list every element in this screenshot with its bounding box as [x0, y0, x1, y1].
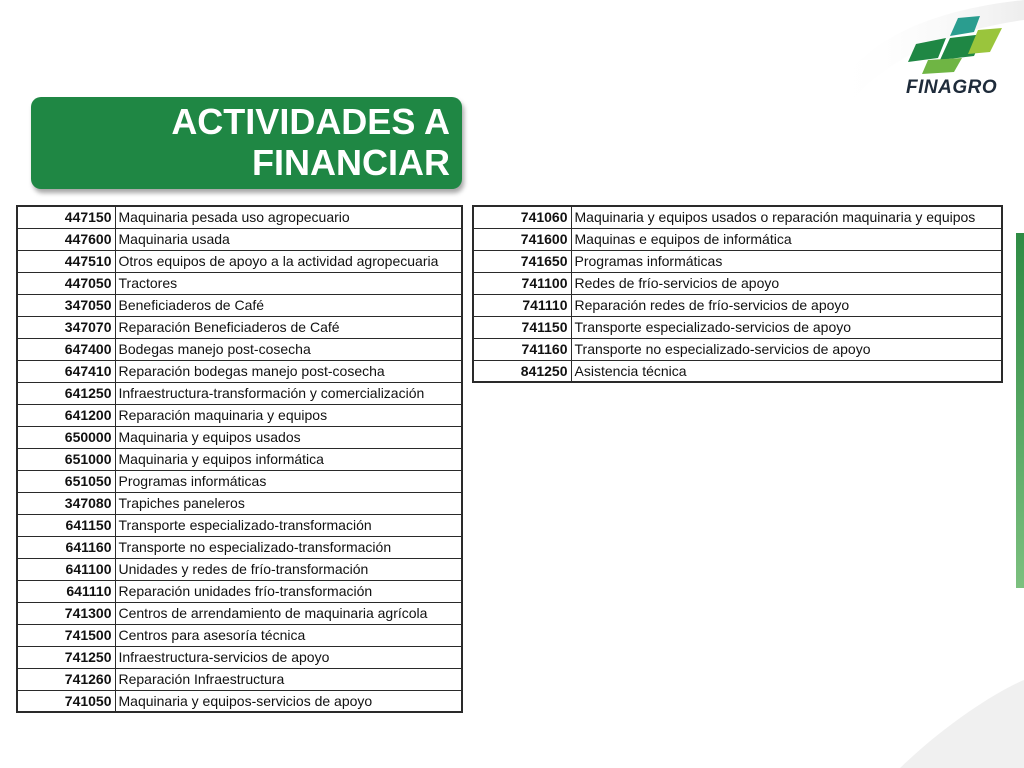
table-row [17, 206, 462, 228]
activity-description: Reparación redes de frío-servicios de apoyo [571, 294, 1002, 316]
table-row [17, 470, 462, 492]
activity-code: 651050 [17, 470, 115, 492]
activity-description: Unidades y redes de frío-transformación [115, 558, 462, 580]
table-row [17, 624, 462, 646]
activity-code: 741060 [473, 206, 571, 228]
activity-code: 741150 [473, 316, 571, 338]
table-row [473, 338, 1002, 360]
table-row [17, 536, 462, 558]
activity-code: 447050 [17, 272, 115, 294]
table-row [17, 646, 462, 668]
activity-description: Transporte no especializado-servicios de apoyo [571, 338, 1002, 360]
table-row [17, 448, 462, 470]
activity-description: Asistencia técnica [571, 360, 1002, 382]
activity-code: 741110 [473, 294, 571, 316]
table-row [473, 250, 1002, 272]
activity-description: Maquinaria pesada uso agropecuario [115, 206, 462, 228]
table-row [17, 382, 462, 404]
activity-description: Maquinas e equipos de informática [571, 228, 1002, 250]
activity-description: Reparación maquinaria y equipos [115, 404, 462, 426]
table-row [473, 272, 1002, 294]
table-row [473, 316, 1002, 338]
activity-code: 741650 [473, 250, 571, 272]
activity-code: 650000 [17, 426, 115, 448]
activity-code: 641110 [17, 580, 115, 602]
table-row [17, 492, 462, 514]
activities-table-left [16, 205, 463, 713]
activity-code: 651000 [17, 448, 115, 470]
table-row [473, 294, 1002, 316]
activity-description: Maquinaria usada [115, 228, 462, 250]
table-row [17, 250, 462, 272]
activity-description: Bodegas manejo post-cosecha [115, 338, 462, 360]
activities-table-right [472, 205, 1003, 383]
activity-description: Infraestructura-servicios de apoyo [115, 646, 462, 668]
table-row [17, 404, 462, 426]
activity-code: 841250 [473, 360, 571, 382]
activity-code: 741050 [17, 690, 115, 712]
table-row [17, 558, 462, 580]
activity-description: Reparación Infraestructura [115, 668, 462, 690]
activity-code: 641250 [17, 382, 115, 404]
title-line-2: FINANCIAR [252, 142, 450, 183]
activity-code: 741250 [17, 646, 115, 668]
table-row [17, 580, 462, 602]
activity-code: 641200 [17, 404, 115, 426]
activity-description: Transporte no especializado-transformación [115, 536, 462, 558]
activity-code: 741600 [473, 228, 571, 250]
activity-description: Infraestructura-transformación y comercialización [115, 382, 462, 404]
title-line-1: ACTIVIDADES A [171, 101, 450, 142]
activity-code: 347070 [17, 316, 115, 338]
table-row [473, 228, 1002, 250]
activity-code: 447150 [17, 206, 115, 228]
activity-description: Tractores [115, 272, 462, 294]
activity-code: 347080 [17, 492, 115, 514]
logo-wordmark: FINAGRO [906, 77, 998, 98]
activity-description: Trapiches paneleros [115, 492, 462, 514]
activity-code: 741300 [17, 602, 115, 624]
activity-description: Reparación Beneficiaderos de Café [115, 316, 462, 338]
activity-code: 647400 [17, 338, 115, 360]
activity-code: 447510 [17, 250, 115, 272]
activity-code: 741260 [17, 668, 115, 690]
activity-code: 741100 [473, 272, 571, 294]
table-row [17, 690, 462, 712]
activity-description: Transporte especializado-transformación [115, 514, 462, 536]
activity-code: 447600 [17, 228, 115, 250]
activity-description: Centros para asesoría técnica [115, 624, 462, 646]
table-row [17, 668, 462, 690]
activity-description: Centros de arrendamiento de maquinaria agrícola [115, 602, 462, 624]
activity-code: 641150 [17, 514, 115, 536]
activity-description: Reparación bodegas manejo post-cosecha [115, 360, 462, 382]
right-accent-bar [1016, 233, 1024, 588]
table-row [17, 316, 462, 338]
table-row [17, 426, 462, 448]
table-row [17, 338, 462, 360]
activity-description: Maquinaria y equipos-servicios de apoyo [115, 690, 462, 712]
table-row [17, 228, 462, 250]
activity-description: Transporte especializado-servicios de apoyo [571, 316, 1002, 338]
activity-description: Reparación unidades frío-transformación [115, 580, 462, 602]
table-row [17, 272, 462, 294]
activity-code: 641100 [17, 558, 115, 580]
activity-description: Programas informáticas [115, 470, 462, 492]
activity-description: Otros equipos de apoyo a la actividad agropecuaria [115, 250, 462, 272]
activity-description: Beneficiaderos de Café [115, 294, 462, 316]
activity-code: 641160 [17, 536, 115, 558]
activity-description: Redes de frío-servicios de apoyo [571, 272, 1002, 294]
table-row [473, 206, 1002, 228]
table-row [17, 602, 462, 624]
activity-description: Programas informáticas [571, 250, 1002, 272]
activity-code: 647410 [17, 360, 115, 382]
table-row [473, 360, 1002, 382]
activity-description: Maquinaria y equipos informática [115, 448, 462, 470]
activity-code: 741500 [17, 624, 115, 646]
activity-description: Maquinaria y equipos usados o reparación maquinaria y equipos [571, 206, 1002, 228]
title-banner [31, 97, 462, 189]
activity-description: Maquinaria y equipos usados [115, 426, 462, 448]
table-row [17, 294, 462, 316]
table-row [17, 360, 462, 382]
activity-code: 347050 [17, 294, 115, 316]
table-row [17, 514, 462, 536]
activity-code: 741160 [473, 338, 571, 360]
